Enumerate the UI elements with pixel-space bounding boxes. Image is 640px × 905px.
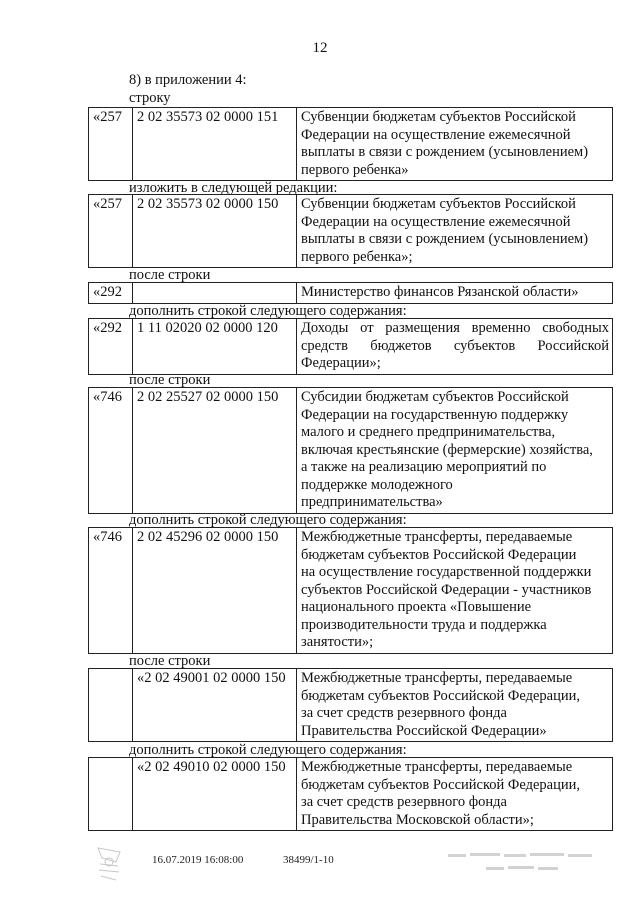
connector-text: дополнить строкой следующего содержания:	[129, 303, 407, 319]
page-number: 12	[312, 40, 328, 56]
table-row	[88, 282, 613, 304]
desc-line: занятости»;	[301, 634, 374, 650]
desc-line: Межбюджетные трансферты, передаваемые	[301, 670, 573, 686]
row-description	[297, 669, 613, 742]
row-code: 1 11 02020 02 0000 120	[133, 319, 297, 375]
desc-line: национального проекта «Повышение	[301, 599, 532, 615]
row-code: 2 02 25527 02 0000 150	[133, 388, 297, 514]
row-code: 2 02 45296 02 0000 150	[133, 528, 297, 654]
desc-line: Межбюджетные трансферты, передаваемые	[301, 529, 573, 545]
row-number: «746	[89, 388, 133, 514]
row-description	[297, 319, 613, 375]
desc-line: Субвенции бюджетам субъектов Российской	[301, 196, 576, 212]
desc-line: первого ребенка»;	[301, 248, 413, 265]
desc-line: поддержке молодежного	[301, 476, 453, 493]
row-number	[89, 669, 133, 742]
row-description	[297, 283, 613, 304]
connector-text: дополнить строкой следующего содержания:	[129, 512, 407, 528]
table-row	[88, 194, 613, 268]
connector-text: дополнить строкой следующего содержания:	[129, 742, 407, 758]
faded-registration-stamp-icon	[446, 848, 596, 878]
desc-line: Правительства Московской области»;	[301, 811, 534, 828]
desc-line: субъектов Российской Федерации - участников	[301, 581, 592, 598]
desc-line: бюджетам субъектов Российской Федерации,	[301, 776, 581, 793]
row-description	[297, 195, 613, 268]
desc-line: на осуществление государственной поддержки	[301, 564, 592, 580]
row-number: «292	[89, 319, 133, 375]
desc-line: Министерство финансов Рязанской области»	[301, 284, 579, 300]
table-row	[88, 107, 613, 181]
row-number: «292	[89, 283, 133, 304]
row-number	[89, 758, 133, 831]
desc-line: Межбюджетные трансферты, передаваемые	[301, 759, 573, 775]
desc-line: бюджетам субъектов Российской Федерации,	[301, 687, 581, 704]
connector-text: после строки	[129, 372, 211, 388]
desc-line: средств бюджетов субъектов Российской	[301, 337, 609, 354]
row-code	[133, 283, 297, 304]
registration-stamp-icon	[94, 842, 124, 886]
table-row	[88, 757, 613, 831]
desc-line: выплаты в связи с рождением (усыновлением)	[301, 144, 589, 160]
row-number: «257	[89, 195, 133, 268]
row-number: «257	[89, 108, 133, 181]
table-row	[88, 527, 613, 654]
desc-line: производительности труда и поддержка	[301, 616, 547, 633]
table-row	[88, 668, 613, 742]
row-code: «2 02 49010 02 0000 150	[133, 758, 297, 831]
connector-text: после строки	[129, 653, 211, 669]
desc-line: а также на реализацию мероприятий по	[301, 459, 547, 475]
row-number: «746	[89, 528, 133, 654]
desc-line: первого ребенка»	[301, 161, 409, 178]
desc-line: Федерации на государственную поддержку	[301, 406, 569, 423]
desc-line: выплаты в связи с рождением (усыновлением)	[301, 231, 589, 247]
row-code: 2 02 35573 02 0000 151	[133, 108, 297, 181]
row-description	[297, 528, 613, 654]
connector-text: после строки	[129, 267, 211, 283]
row-description	[297, 758, 613, 831]
desc-line: бюджетам субъектов Российской Федерации	[301, 546, 577, 563]
desc-line: включая крестьянские (фермерские) хозяйства,	[301, 441, 593, 458]
table-row	[88, 387, 613, 514]
row-description	[297, 108, 613, 181]
footer-doc-number: 38499/1-10	[283, 854, 334, 866]
footer-datetime: 16.07.2019 16:08:00	[152, 854, 244, 866]
stroku-label: строку	[129, 90, 171, 106]
desc-line: Федерации на осуществление ежемесячной	[301, 126, 571, 143]
desc-line: Федерации»;	[301, 355, 381, 371]
row-description	[297, 388, 613, 514]
connector-text: изложить в следующей редакции:	[129, 180, 338, 196]
section-heading: 8) в приложении 4:	[129, 72, 247, 88]
desc-line: за счет средств резервного фонда	[301, 794, 507, 810]
desc-line: Правительства Российской Федерации»	[301, 722, 547, 739]
desc-line: за счет средств резервного фонда	[301, 705, 507, 721]
row-code: «2 02 49001 02 0000 150	[133, 669, 297, 742]
desc-line: Субвенции бюджетам субъектов Российской	[301, 109, 576, 125]
desc-line: Субсидии бюджетам субъектов Российской	[301, 389, 569, 405]
row-code: 2 02 35573 02 0000 150	[133, 195, 297, 268]
table-row	[88, 318, 613, 375]
desc-line: предпринимательства»	[301, 494, 443, 510]
desc-line: малого и среднего предпринимательства,	[301, 424, 556, 440]
desc-line: Доходы от размещения временно свободных	[301, 320, 609, 336]
desc-line: Федерации на осуществление ежемесячной	[301, 213, 571, 230]
